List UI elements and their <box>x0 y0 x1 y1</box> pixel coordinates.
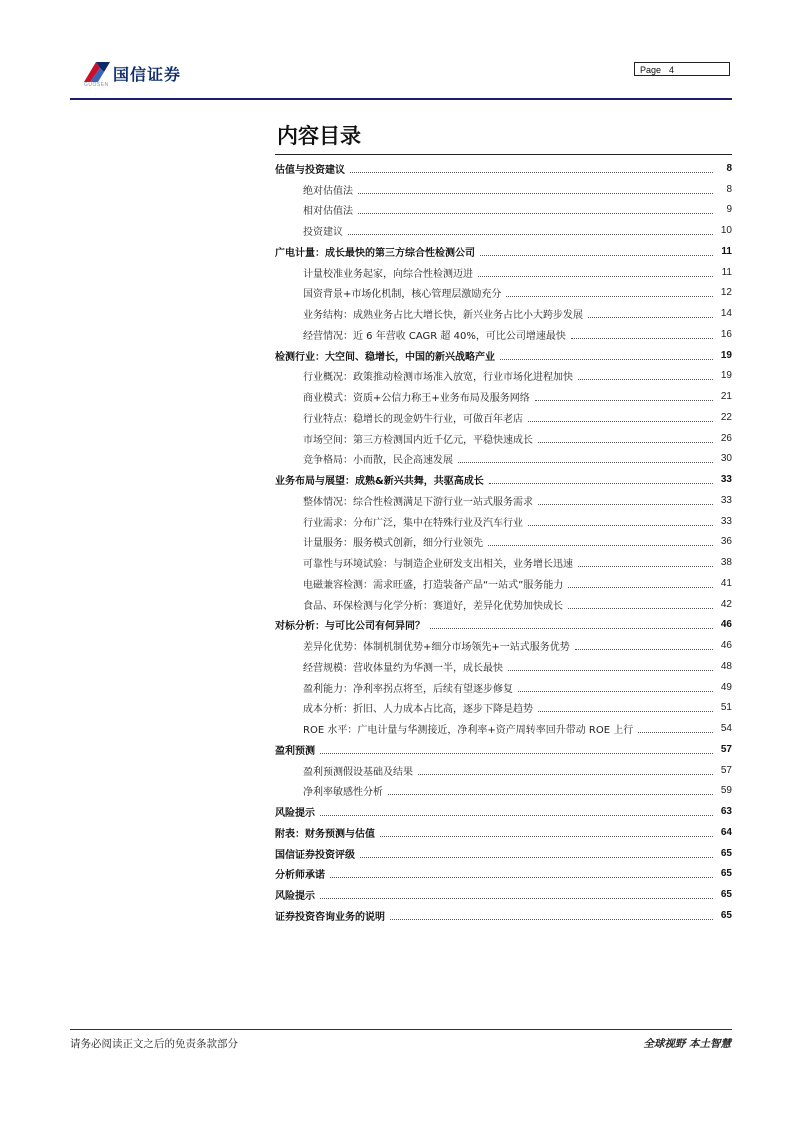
toc-subsection-entry[interactable] <box>275 324 732 345</box>
toc-entry-title: 对标分析：与可比公司有何异同？ <box>275 621 425 633</box>
footer-divider <box>70 1029 732 1030</box>
toc-leader-dots <box>380 836 713 837</box>
toc-section-entry[interactable] <box>275 843 732 864</box>
toc-subsection-entry[interactable] <box>275 490 732 511</box>
toc-entry-page: 46 <box>720 619 732 631</box>
toc-section-entry[interactable] <box>275 241 732 262</box>
toc-entry-title: 广电计量：成长最快的第三方综合性检测公司 <box>275 247 475 259</box>
toc-subsection-entry[interactable] <box>275 760 732 781</box>
toc-entry-title: 净利率敏感性分析 <box>303 787 383 799</box>
toc-entry-title: 食品、环保检测与化学分析：赛道好，差异化优势加快成长 <box>303 600 563 612</box>
toc-entry-page: 57 <box>720 764 732 776</box>
toc-subsection-entry[interactable] <box>275 656 732 677</box>
toc-entry-title: 计量校准业务起家，向综合性检测迈进 <box>303 268 473 280</box>
header-divider <box>70 98 732 100</box>
toc-leader-dots <box>320 898 713 899</box>
toc-entry-page: 46 <box>720 640 732 652</box>
toc-entry-title: 检测行业：大空间、稳增长，中国的新兴战略产业 <box>275 351 495 363</box>
toc-entry-title: 差异化优势：体制机制优势+细分市场领先+一站式服务优势 <box>303 642 570 654</box>
toc-leader-dots <box>538 504 713 505</box>
toc-entry-page: 26 <box>720 432 732 444</box>
toc-section-entry[interactable] <box>275 345 732 366</box>
toc-entry-page: 33 <box>720 494 732 506</box>
logo-mark-icon <box>82 58 112 84</box>
toc-leader-dots <box>578 566 713 567</box>
toc-leader-dots <box>518 691 713 692</box>
toc-section-entry[interactable] <box>275 884 732 905</box>
toc-leader-dots <box>638 732 713 733</box>
toc-leader-dots <box>388 794 713 795</box>
toc-entry-title: 行业特点：稳增长的现金奶牛行业，可做百年老店 <box>303 413 523 425</box>
toc-section-entry[interactable] <box>275 739 732 760</box>
page-label: Page <box>640 65 662 75</box>
toc-subsection-entry[interactable] <box>275 220 732 241</box>
toc-entry-page: 33 <box>720 474 732 486</box>
toc-leader-dots <box>568 587 713 588</box>
toc-entry-title: 计量服务：服务模式创新，细分行业领先 <box>303 538 483 550</box>
toc-subsection-entry[interactable] <box>275 552 732 573</box>
logo-subtext: GUOSEN <box>84 82 109 88</box>
toc-entry-page: 10 <box>720 225 732 237</box>
toc-entry-page: 11 <box>721 245 732 257</box>
toc-leader-dots <box>506 296 713 297</box>
toc-title-divider <box>275 154 732 155</box>
toc-leader-dots <box>360 857 713 858</box>
toc-entry-page: 48 <box>720 660 732 672</box>
toc-entry-page: 51 <box>720 702 732 714</box>
toc-entry-title: 电磁兼容检测：需求旺盛，打造装备产品“一站式”服务能力 <box>303 579 564 591</box>
toc-leader-dots <box>578 379 713 380</box>
toc-leader-dots <box>348 234 713 235</box>
toc-subsection-entry[interactable] <box>275 781 732 802</box>
toc-section-entry[interactable] <box>275 469 732 490</box>
toc-leader-dots <box>508 670 713 671</box>
toc-entry-title: 市场空间：第三方检测国内近千亿元，平稳快速成长 <box>303 434 533 446</box>
toc-entry-page: 8 <box>726 183 732 195</box>
toc-entry-title: 整体情况：综合性检测满足下游行业一站式服务需求 <box>303 496 533 508</box>
toc-entry-page: 11 <box>721 266 732 278</box>
toc-section-entry[interactable] <box>275 822 732 843</box>
toc-leader-dots <box>320 815 713 816</box>
page-indicator <box>634 62 730 76</box>
toc-title: 内容目录 <box>277 123 361 148</box>
toc-subsection-entry[interactable] <box>275 407 732 428</box>
logo-text: 国信证券 <box>113 65 182 84</box>
toc-leader-dots <box>320 753 713 754</box>
toc-leader-dots <box>350 172 713 173</box>
toc-entry-page: 41 <box>720 577 732 589</box>
toc-entry-page: 57 <box>720 743 732 755</box>
toc-subsection-entry[interactable] <box>275 573 732 594</box>
toc-subsection-entry[interactable] <box>275 449 732 470</box>
toc-leader-dots <box>528 421 713 422</box>
toc-entry-title: 商业模式：资质+公信力称王+业务布局及服务网络 <box>303 393 530 405</box>
toc-subsection-entry[interactable] <box>275 594 732 615</box>
toc-entry-title: 附表：财务预测与估值 <box>275 828 375 840</box>
toc-entry-page: 36 <box>720 536 732 548</box>
toc-entry-title: 可靠性与环境试验：与制造企业研发支出相关，业务增长迅速 <box>303 559 573 571</box>
toc-entry-title: 经营情况：近 6 年营收 CAGR 超 40%，可比公司增速最快 <box>303 330 566 342</box>
toc-subsection-entry[interactable] <box>275 303 732 324</box>
toc-subsection-entry[interactable] <box>275 179 732 200</box>
toc-subsection-entry[interactable] <box>275 200 732 221</box>
toc-leader-dots <box>330 877 713 878</box>
toc-leader-dots <box>538 711 713 712</box>
toc-entry-title: 经营规模：营收体量约为华测一半，成长最快 <box>303 662 503 674</box>
toc-entry-title: 风险提示 <box>275 808 315 820</box>
toc-entry-title: 行业概况：政策推动检测市场准入放宽，行业市场化进程加快 <box>303 372 573 384</box>
toc-entry-title: 国信证券投资评级 <box>275 849 355 861</box>
toc-entry-title: ROE 水平：广电计量与华测接近，净利率+资产周转率回升带动 ROE 上行 <box>303 725 634 737</box>
toc-leader-dots <box>478 276 713 277</box>
toc-leader-dots <box>480 255 713 256</box>
toc-subsection-entry[interactable] <box>275 511 732 532</box>
toc-subsection-entry[interactable] <box>275 262 732 283</box>
toc-leader-dots <box>358 213 713 214</box>
toc-section-entry[interactable] <box>275 615 732 636</box>
toc-entry-title: 风险提示 <box>275 891 315 903</box>
toc-entry-page: 65 <box>720 868 732 880</box>
table-of-contents <box>275 158 732 926</box>
toc-leader-dots <box>390 919 713 920</box>
toc-entry-page: 22 <box>720 411 732 423</box>
toc-section-entry[interactable] <box>275 801 732 822</box>
toc-entry-title: 估值与投资建议 <box>275 164 345 176</box>
toc-leader-dots <box>528 525 713 526</box>
toc-leader-dots <box>358 193 713 194</box>
toc-entry-page: 59 <box>720 785 732 797</box>
toc-leader-dots <box>458 462 713 463</box>
toc-entry-title: 盈利预测假设基础及结果 <box>303 766 413 778</box>
toc-entry-page: 42 <box>720 598 732 610</box>
toc-entry-page: 8 <box>726 162 732 174</box>
toc-subsection-entry[interactable] <box>275 428 732 449</box>
toc-section-entry[interactable] <box>275 864 732 885</box>
toc-entry-title: 证券投资咨询业务的说明 <box>275 911 385 923</box>
toc-entry-title: 业务结构：成熟业务占比大增长快，新兴业务占比小大跨步发展 <box>303 310 583 322</box>
toc-subsection-entry[interactable] <box>275 283 732 304</box>
footer-slogan: 全球视野 本土智慧 <box>643 1038 731 1050</box>
toc-entry-page: 12 <box>720 287 732 299</box>
toc-entry-title: 分析师承诺 <box>275 870 325 882</box>
toc-entry-page: 63 <box>720 806 732 818</box>
toc-entry-page: 19 <box>720 370 732 382</box>
toc-entry-title: 绝对估值法 <box>303 185 353 197</box>
toc-leader-dots <box>500 359 713 360</box>
toc-entry-title: 盈利预测 <box>275 745 315 757</box>
toc-subsection-entry[interactable] <box>275 532 732 553</box>
toc-entry-page: 9 <box>726 204 732 216</box>
toc-leader-dots <box>568 608 713 609</box>
toc-entry-page: 65 <box>720 909 732 921</box>
toc-entry-page: 19 <box>720 349 732 361</box>
toc-leader-dots <box>418 774 713 775</box>
toc-entry-page: 33 <box>720 515 732 527</box>
toc-leader-dots <box>535 400 713 401</box>
toc-entry-page: 14 <box>720 308 732 320</box>
toc-subsection-entry[interactable] <box>275 718 732 739</box>
toc-entry-page: 21 <box>720 391 732 403</box>
toc-leader-dots <box>430 628 713 629</box>
toc-entry-title: 相对估值法 <box>303 206 353 218</box>
page-number: 4 <box>669 65 675 75</box>
toc-entry-title: 投资建议 <box>303 227 343 239</box>
toc-leader-dots <box>489 483 713 484</box>
toc-section-entry[interactable] <box>275 905 732 926</box>
toc-entry-page: 65 <box>720 889 732 901</box>
toc-entry-page: 30 <box>720 453 732 465</box>
toc-leader-dots <box>588 317 713 318</box>
toc-entry-title: 竞争格局：小而散，民企高速发展 <box>303 455 453 467</box>
toc-leader-dots <box>488 545 713 546</box>
toc-subsection-entry[interactable] <box>275 635 732 656</box>
toc-leader-dots <box>575 649 713 650</box>
toc-entry-title: 成本分析：折旧、人力成本占比高，逐步下降是趋势 <box>303 704 533 716</box>
toc-leader-dots <box>571 338 713 339</box>
toc-entry-page: 49 <box>720 681 732 693</box>
toc-subsection-entry[interactable] <box>275 677 732 698</box>
toc-leader-dots <box>538 442 713 443</box>
toc-entry-page: 38 <box>720 557 732 569</box>
toc-entry-title: 盈利能力：净利率拐点将至，后续有望逐步修复 <box>303 683 513 695</box>
toc-entry-title: 国资背景+市场化机制，核心管理层激励充分 <box>303 289 502 301</box>
toc-entry-page: 16 <box>720 328 732 340</box>
toc-entry-page: 64 <box>720 826 732 838</box>
footer-disclaimer: 请务必阅读正文之后的免责条款部分 <box>70 1038 238 1050</box>
toc-entry-page: 54 <box>720 723 732 735</box>
toc-entry-page: 65 <box>720 847 732 859</box>
toc-subsection-entry[interactable] <box>275 698 732 719</box>
toc-entry-title: 业务布局与展望：成熟&新兴共舞，共驱高成长 <box>275 476 484 488</box>
toc-subsection-entry[interactable] <box>275 386 732 407</box>
toc-subsection-entry[interactable] <box>275 366 732 387</box>
toc-section-entry[interactable] <box>275 158 732 179</box>
toc-entry-title: 行业需求：分布广泛，集中在特殊行业及汽车行业 <box>303 517 523 529</box>
